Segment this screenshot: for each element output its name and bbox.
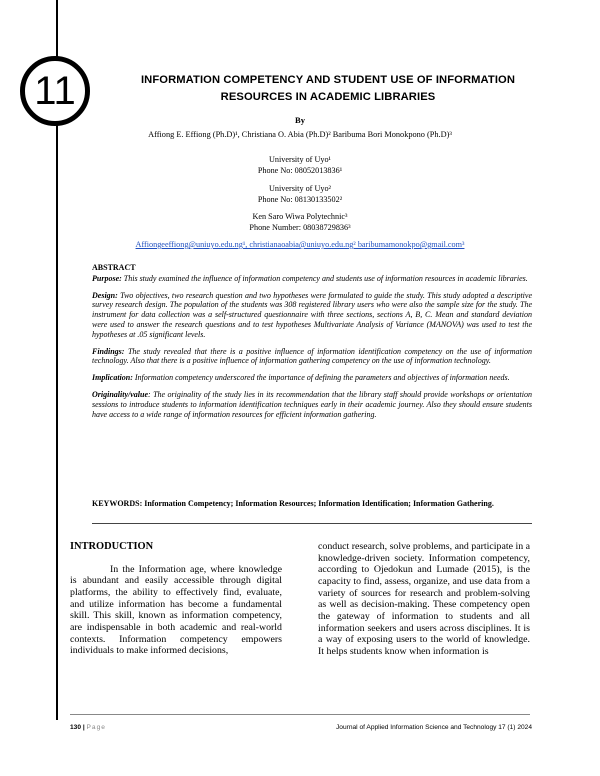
footer-journal: Journal of Applied Information Science and Technology 17 (1) 2024 <box>336 724 532 731</box>
design-label: Design: <box>92 290 118 300</box>
footer-page <box>70 724 106 731</box>
findings-label: Findings: <box>92 346 125 356</box>
section-divider <box>92 523 532 524</box>
abstract-originality <box>92 390 532 419</box>
affiliation-institution: University of Uyo¹ <box>268 155 332 164</box>
abstract-design <box>92 291 532 340</box>
intro-paragraph-right: conduct research, solve problems, and participate in a knowledge-driven society. Information competency, according to Ojedokun and Lumade (2015), is the capacity to find, assess, organize, and use data from a variety of sources for research and problem-solving as well as decision-making. These competency open the gateway of information to students and all information seekers and users across disciplines. It is a way of exposing users to the world of knowledge. It helps students know when information is <box>318 541 530 657</box>
purpose-text: This study examined the influence of information competency and students use of information resources in academic libraries. <box>123 273 528 283</box>
by-line: By <box>295 115 305 125</box>
affiliation-phone: Phone No: 08052013836¹ <box>257 165 343 175</box>
affiliation-phone: Phone Number: 08038729836³ <box>249 222 351 232</box>
author-list: Affiong E. Effiong (Ph.D)¹, Christiana O. Abia (Ph.D)² Baribuma Bori Monokpono (Ph.D)³ <box>148 130 452 139</box>
abstract-findings <box>92 347 532 367</box>
design-text: Two objectives, two research question and two hypotheses were formulated to guide the study. This study adopted a descriptive survey research design. The population of the students was 308 registered library users who were also the sample size for the study. The instrument for data collection was a self-structured questionnaire with three sections, sections A, B, C. Mean and standard deviation were used to answer the research questions and to test hypotheses Multivariate Analysis of Variance (MANOVA) was used to test the hypotheses at .05 significant levels. <box>92 290 532 339</box>
affiliation-2 <box>0 184 600 205</box>
abstract-implication <box>92 373 532 383</box>
implication-text: Information competency underscored the importance of defining the parameters and objectives of information needs. <box>134 373 510 383</box>
intro-paragraph-left: In the Information age, where knowledge is abundant and easily accessible through digital platforms, the ability to effectively find, evaluate, and utilize information has become a fundamental skill. This skill, known as information competency, are indispensable in both academic and real-world contexts. Information competency empowers individuals to make informed decisions, <box>70 563 282 657</box>
abstract-purpose <box>92 274 532 284</box>
page-label: Page <box>86 724 106 731</box>
intro-right-column <box>318 541 530 658</box>
affiliation-3 <box>0 212 600 233</box>
affiliation-institution: Ken Saro Wiwa Polytechnic³ <box>252 212 348 221</box>
abstract-section <box>92 263 532 426</box>
keywords: KEYWORDS: Information Competency; Information Resources; Information Identification; Information Gathering. <box>92 499 494 508</box>
author-emails[interactable]: Affiongeeffiong@uniuyo.edu.ng¹, christianaoabia@uniuyo.edu.ng² baribumamonokpo@gmail.com³ <box>135 240 465 249</box>
affiliation-phone: Phone No: 08130133502² <box>257 194 343 204</box>
purpose-label: Purpose: <box>92 273 122 283</box>
page-number: 130 <box>70 724 82 731</box>
footer-divider <box>70 714 530 715</box>
affiliation-1 <box>0 155 600 176</box>
introduction-heading: INTRODUCTION <box>70 541 154 552</box>
originality-label: Originality/value <box>92 389 148 399</box>
originality-text: : The originality of the study lies in its recommendation that the library staff should provide workshops or orientation sessions to introduce students to information identification techniques early in their academic journey. Also they should ensure students have access to a wide range of information resources for efficient information gathering. <box>92 389 532 419</box>
affiliation-institution: University of Uyo² <box>268 184 332 193</box>
paper-title: INFORMATION COMPETENCY AND STUDENT USE OF INFORMATION RESOURCES IN ACADEMIC LIBRARIES <box>140 74 516 103</box>
chapter-number: 11 <box>34 69 76 113</box>
implication-label: Implication: <box>92 373 133 383</box>
findings-text: The study revealed that there is a positive influence of information identification competency on the use of information technology. Also that there is a positive influence of information gathering competency on the use of information technology. <box>92 346 532 366</box>
intro-left-column <box>70 541 282 657</box>
abstract-heading: ABSTRACT <box>92 263 136 272</box>
page-separator: | <box>81 724 87 731</box>
